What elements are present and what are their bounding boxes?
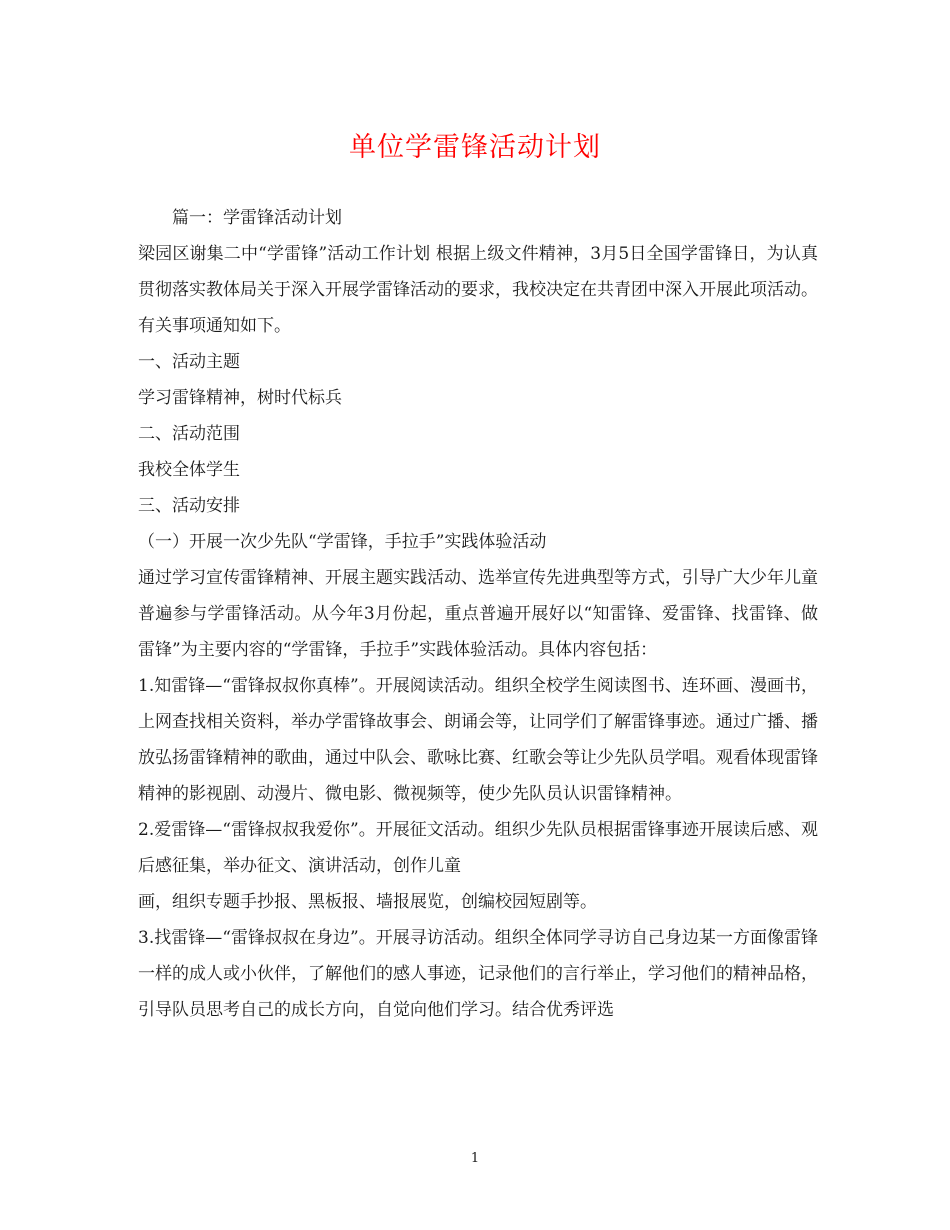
body-paragraph: 通过学习宣传雷锋精神、开展主题实践活动、选举宣传先进典型等方式，引导广大少年儿童普遍参与学雷锋活动。从今年3月份起，重点普遍开展好以“知雷锋、爱雷锋、找雷锋、做雷锋”为主要内容的“学雷锋，手拉手”实践体验活动。具体内容包括：	[138, 568, 818, 660]
document-body	[138, 200, 818, 1028]
page-number: 1	[470, 1151, 480, 1166]
body-paragraph: 学习雷锋精神，树时代标兵	[138, 388, 342, 408]
document-title: 单位学雷锋活动计划	[349, 132, 601, 163]
subsection-heading: （一）开展一次少先队“学雷锋，手拉手”实践体验活动	[138, 532, 547, 552]
list-item: 1.知雷锋—“雷锋叔叔你真棒”。开展阅读活动。组织全校学生阅读图书、连环画、漫画书，上网查找相关资料，举办学雷锋故事会、朗诵会等，让同学们了解雷锋事迹。通过广播、播放弘扬雷锋精神的歌曲，通过中队会、歌咏比赛、红歌会等让少先队员学唱。观看体现雷锋精神的影视剧、动漫片、微电影、微视频等，使少先队员认识雷锋精神。	[138, 676, 818, 804]
list-item: 3.找雷锋—“雷锋叔叔在身边”。开展寻访活动。组织全体同学寻访自己身边某一方面像雷锋一样的成人或小伙伴，了解他们的感人事迹，记录他们的言行举止，学习他们的精神品格，引导队员思考自己的成长方向，自觉向他们学习。结合优秀评选	[138, 928, 818, 1020]
body-paragraph: 我校全体学生	[138, 460, 240, 480]
body-paragraph: 梁园区谢集二中“学雷锋”活动工作计划 根据上级文件精神，3月5日全国学雷锋日，为认真贯彻落实教体局关于深入开展学雷锋活动的要求，我校决定在共青团中深入开展此项活动。有关事项通知如下。	[138, 244, 818, 336]
body-paragraph: 画，组织专题手抄报、黑板报、墙报展览，创编校园短剧等。	[138, 892, 597, 912]
list-item: 2.爱雷锋—“雷锋叔叔我爱你”。开展征文活动。组织少先队员根据雷锋事迹开展读后感、观后感征集，举办征文、演讲活动，创作儿童	[138, 820, 818, 876]
section-heading: 二、活动范围	[138, 424, 240, 444]
section-heading: 三、活动安排	[138, 496, 240, 516]
section-heading: 一、活动主题	[138, 352, 240, 372]
section-heading: 篇一：学雷锋活动计划	[172, 208, 342, 228]
